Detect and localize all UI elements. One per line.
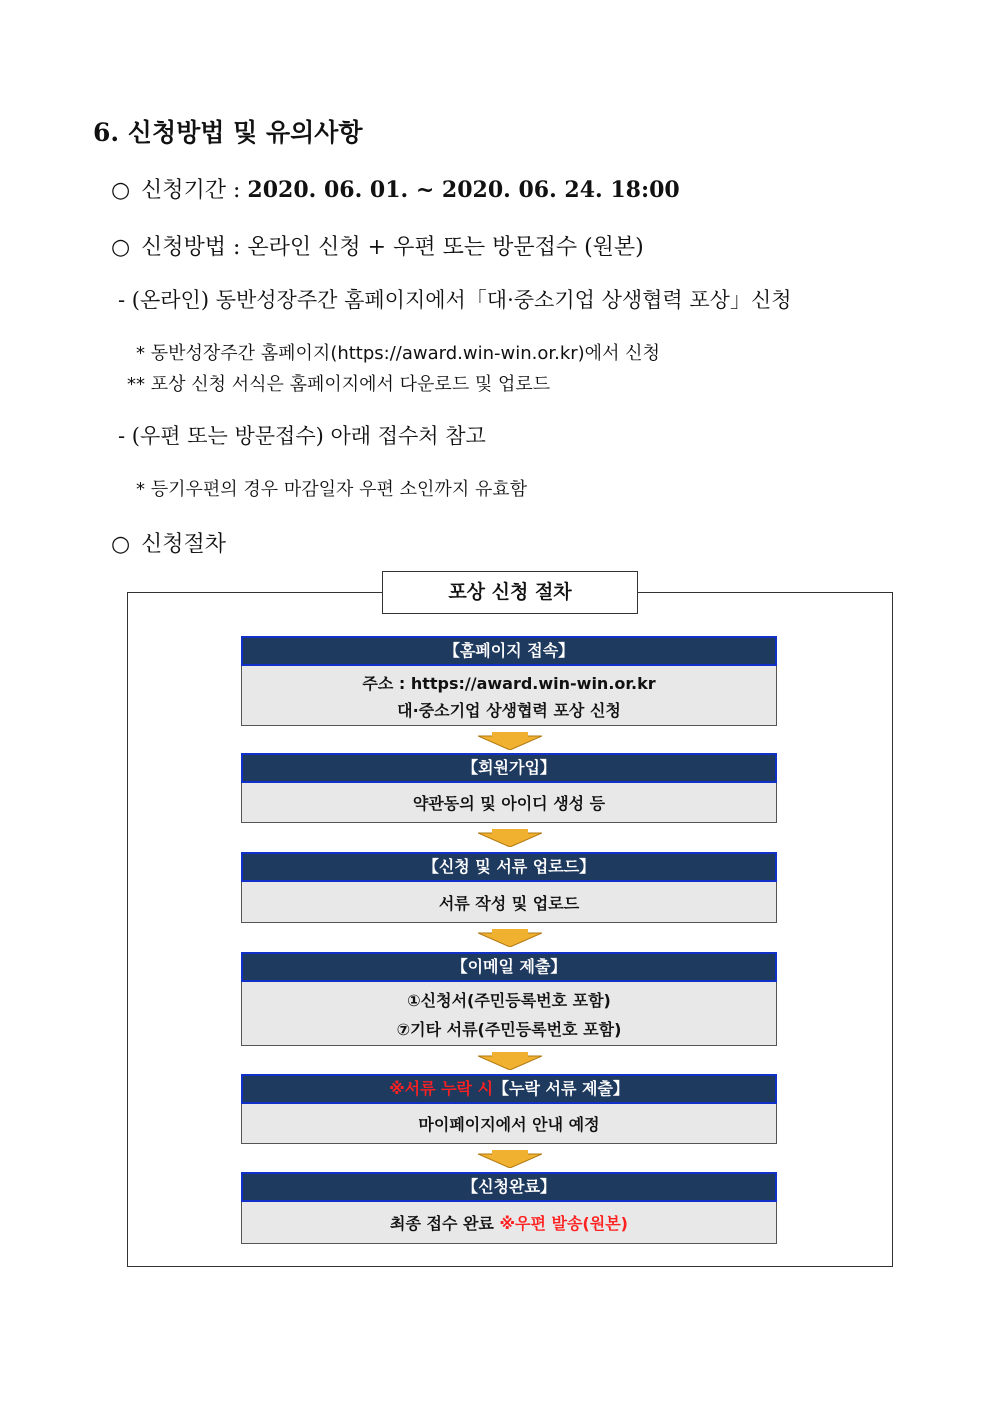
circle-bullet-icon: ○ [111,532,131,557]
note-registered-mail: * 등기우편의 경우 마감일자 우편 소인까지 유효함 [136,479,528,500]
step-header: 【회원가입】 [241,753,777,783]
flow-title: 포상 신청 절차 [382,571,638,614]
step-body [241,1104,777,1144]
step-header: 【신청 및 서류 업로드】 [241,852,777,882]
step-line [242,1211,776,1234]
procedure-bullet [111,527,226,558]
method-text: 신청방법 : 온라인 신청 + 우편 또는 방문접수 (원본) [141,235,644,260]
flow-step-email [241,952,777,1046]
flow-step-upload [241,852,777,923]
step-line: 대·중소기업 상생협력 포상 신청 [397,700,621,720]
mail-item: - (우편 또는 방문접수) 아래 접수처 참고 [118,424,486,448]
step-line: 약관동의 및 아이디 생성 등 [412,794,606,813]
step-body [241,666,777,726]
method-bullet [111,230,644,261]
missing-docs-warning: ※서류 누락 시 [389,1079,494,1098]
step-header-text: 【누락 서류 제출】 [493,1079,629,1098]
circle-bullet-icon: ○ [111,178,131,203]
note-form-download: ** 포상 신청 서식은 홈페이지에서 다운로드 및 업로드 [127,374,551,395]
down-arrow-icon [478,732,542,750]
online-item: - (온라인) 동반성장주간 홈페이지에서「대·중소기업 상생협력 포상」신청 [118,288,792,312]
period-label: 신청기간 : [141,178,241,203]
step-header [241,1074,777,1104]
step-body [241,783,777,823]
step-line: 서류 작성 및 업로드 [438,893,580,913]
flow-step-complete [241,1172,777,1244]
down-arrow-icon [478,1052,542,1070]
section-heading: 6. 신청방법 및 유의사항 [93,118,363,147]
down-arrow-icon [478,1150,542,1168]
step-body [241,982,777,1046]
step-header: 【이메일 제출】 [241,952,777,982]
circle-bullet-icon: ○ [111,235,131,260]
down-arrow-icon [478,929,542,947]
procedure-label: 신청절차 [141,532,227,557]
period-value: 2020. 06. 01. ~ 2020. 06. 24. 18:00 [247,177,680,203]
step-header: 【홈페이지 접속】 [241,636,777,666]
flow-step-signup [241,753,777,823]
final-receipt-text: 최종 접수 완료 [390,1214,494,1233]
step-line: 마이페이지에서 안내 예정 [418,1115,600,1134]
note-homepage: * 동반성장주간 홈페이지(https://award.win-win.or.kr)에서 신청 [136,343,660,364]
flow-step-missing-docs [241,1074,777,1144]
step-line: 주소 : https://award.win-win.or.kr [362,673,656,693]
step-line: ①신청서(주민등록번호 포함) [407,990,611,1010]
down-arrow-icon [478,829,542,847]
step-line: ⑦기타 서류(주민등록번호 포함) [396,1019,622,1039]
mail-original-note: ※우편 발송(원본) [499,1214,628,1233]
step-body [241,1202,777,1244]
step-header: 【신청완료】 [241,1172,777,1202]
period-bullet [111,173,680,204]
step-body [241,882,777,923]
flow-step-homepage [241,636,777,726]
